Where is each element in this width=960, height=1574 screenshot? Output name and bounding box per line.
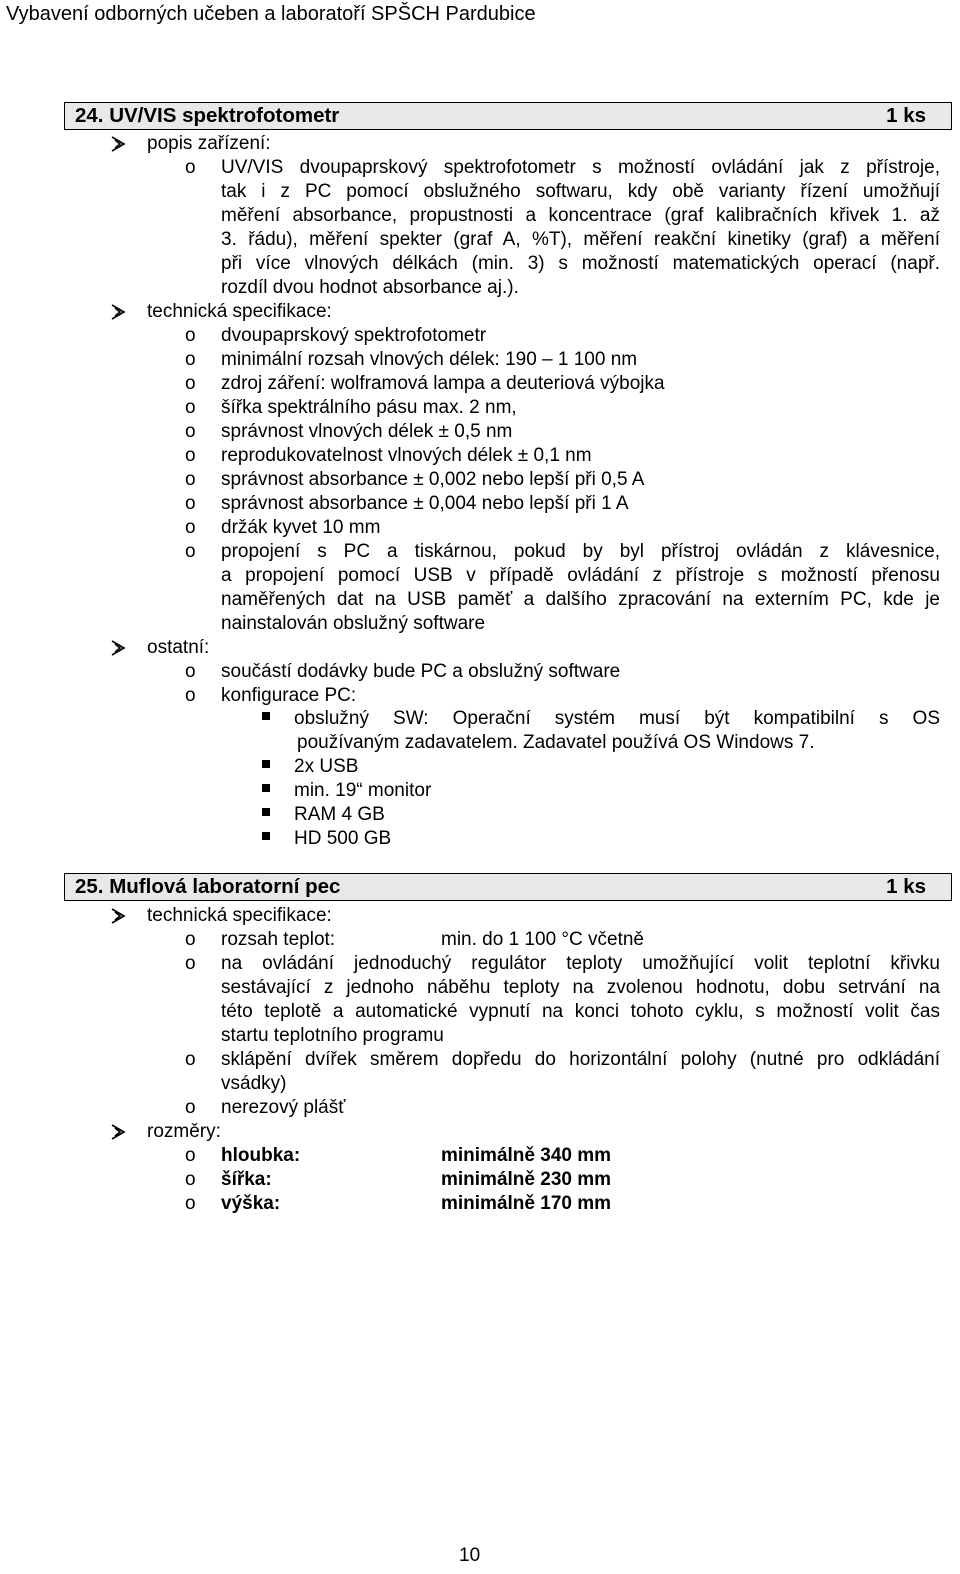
spec-item: správnost absorbance ± 0,004 nebo lepší při 1 A — [221, 493, 629, 514]
circle-bullet-icon: o — [185, 1169, 196, 1190]
pc-config-item: HD 500 GB — [294, 828, 392, 849]
spec-item: dvoupaprskový spektrofotometr — [221, 325, 487, 346]
range-label: rozsah teplot: — [221, 929, 336, 950]
page-number: 10 — [459, 1545, 481, 1566]
pc-config-item: min. 19“ monitor — [294, 780, 432, 801]
circle-bullet-icon: o — [185, 685, 196, 706]
dimension-label: šířka: — [221, 1169, 272, 1190]
regulator-line: startu teplotního programu — [221, 1025, 444, 1046]
spec-item: minimální rozsah vlnových délek: 190 – 1 100 nm — [221, 349, 638, 370]
arrow-bullet-icon — [110, 1124, 126, 1140]
spec-label: technická specifikace: — [147, 905, 332, 926]
circle-bullet-icon: o — [185, 397, 196, 418]
circle-bullet-icon: o — [185, 541, 196, 562]
dimension-value: minimálně 230 mm — [441, 1169, 612, 1190]
dimension-label: výška: — [221, 1193, 281, 1214]
popis-line: tak i z PC pomocí obslužného softwaru, kdy obě varianty řízení umožňují — [221, 181, 940, 202]
section-title: 25. Muflová laboratorní pec — [75, 875, 341, 898]
dimension-label: hloubka: — [221, 1145, 301, 1166]
door-line: vsádky) — [221, 1073, 287, 1094]
spec-item-line: propojení s PC a tiskárnou, pokud by byl přístroj ovládán z klávesnice, — [221, 541, 940, 562]
pc-config-item: RAM 4 GB — [294, 804, 385, 825]
circle-bullet-icon: o — [185, 493, 196, 514]
circle-bullet-icon: o — [185, 421, 196, 442]
circle-bullet-icon: o — [185, 517, 196, 538]
circle-bullet-icon: o — [185, 929, 196, 950]
spec-item-line: naměřených dat na USB paměť a dalšího zpracování na externím PC, kde je — [221, 589, 940, 610]
square-bullet-icon — [262, 712, 270, 720]
square-bullet-icon — [262, 808, 270, 816]
regulator-line: této teplotě a automatické vypnutí na konci tohoto cyklu, s možností volit čas — [221, 1001, 940, 1022]
ostatni-item: součástí dodávky bude PC a obslužný software — [221, 661, 621, 682]
steel-item: nerezový plášť — [221, 1097, 346, 1118]
section-title: 24. UV/VIS spektrofotometr — [75, 104, 340, 127]
ostatni-label: ostatní: — [147, 637, 210, 658]
dimension-value: minimálně 340 mm — [441, 1145, 612, 1166]
circle-bullet-icon: o — [185, 349, 196, 370]
circle-bullet-icon: o — [185, 445, 196, 466]
ostatni-item: konfigurace PC: — [221, 685, 357, 706]
pc-config-line: obslužný SW: Operační systém musí být kompatibilní s OS — [294, 708, 940, 729]
popis-line: rozdíl dvou hodnot absorbance aj.). — [221, 277, 519, 298]
circle-bullet-icon: o — [185, 661, 196, 682]
pc-config-line: používaným zadavatelem. Zadavatel používá OS Windows 7. — [297, 732, 815, 753]
page-header: Vybavení odborných učeben a laboratoří SPŠCH Pardubice — [6, 3, 536, 25]
popis-line: 3. řádu), měření spekter (graf A, %T), měření reakční kinetiky (graf) a měření — [221, 229, 940, 250]
section-quantity: 1 ks — [886, 875, 926, 898]
square-bullet-icon — [262, 784, 270, 792]
popis-line: při více vlnových délkách (min. 3) s možností matematických operací (např. — [221, 253, 940, 274]
spec-item-line: nainstalován obslužný software — [221, 613, 486, 634]
arrow-bullet-icon — [110, 304, 126, 320]
circle-bullet-icon: o — [185, 1145, 196, 1166]
circle-bullet-icon: o — [185, 1193, 196, 1214]
spec-item-line: a propojení pomocí USB v případě ovládání z přístroje s možností přenosu — [221, 565, 940, 586]
square-bullet-icon — [262, 832, 270, 840]
circle-bullet-icon: o — [185, 953, 196, 974]
arrow-bullet-icon — [110, 136, 126, 152]
door-line: sklápění dvířek směrem dopředu do horizontální polohy (nutné pro odkládání — [221, 1049, 940, 1070]
spec-item: správnost absorbance ± 0,002 nebo lepší při 0,5 A — [221, 469, 645, 490]
spec-label: technická specifikace: — [147, 301, 332, 322]
regulator-line: sestávající z jednoho náběhu teploty na zvolenou hodnotu, dobu setrvání na — [221, 977, 940, 998]
arrow-bullet-icon — [110, 640, 126, 656]
circle-bullet-icon: o — [185, 1097, 196, 1118]
spec-item: šířka spektrálního pásu max. 2 nm, — [221, 397, 517, 418]
circle-bullet-icon: o — [185, 157, 196, 178]
spec-item: reprodukovatelnost vlnových délek ± 0,1 nm — [221, 445, 592, 466]
circle-bullet-icon: o — [185, 1049, 196, 1070]
circle-bullet-icon: o — [185, 325, 196, 346]
range-value: min. do 1 100 °C včetně — [441, 929, 644, 950]
spec-item: správnost vlnových délek ± 0,5 nm — [221, 421, 513, 442]
regulator-line: na ovládání jednoduchý regulátor teploty umožňující volit teplotní křivku — [221, 953, 940, 974]
popis-line: měření absorbance, propustnosti a koncentrace (graf kalibračních křivek 1. až — [221, 205, 940, 226]
circle-bullet-icon: o — [185, 373, 196, 394]
dimension-value: minimálně 170 mm — [441, 1193, 612, 1214]
popis-line: UV/VIS dvoupaprskový spektrofotometr s možností ovládání jak z přístroje, — [221, 157, 940, 178]
arrow-bullet-icon — [110, 908, 126, 924]
pc-config-item: 2x USB — [294, 756, 359, 777]
popis-label: popis zařízení: — [147, 133, 271, 154]
spec-item: držák kyvet 10 mm — [221, 517, 381, 538]
section-quantity: 1 ks — [886, 104, 926, 127]
section-25-heading — [64, 873, 952, 901]
rozmery-label: rozměry: — [147, 1121, 221, 1142]
circle-bullet-icon: o — [185, 469, 196, 490]
spec-item: zdroj záření: wolframová lampa a deuteriová výbojka — [221, 373, 665, 394]
square-bullet-icon — [262, 760, 270, 768]
section-24-heading — [64, 102, 952, 130]
